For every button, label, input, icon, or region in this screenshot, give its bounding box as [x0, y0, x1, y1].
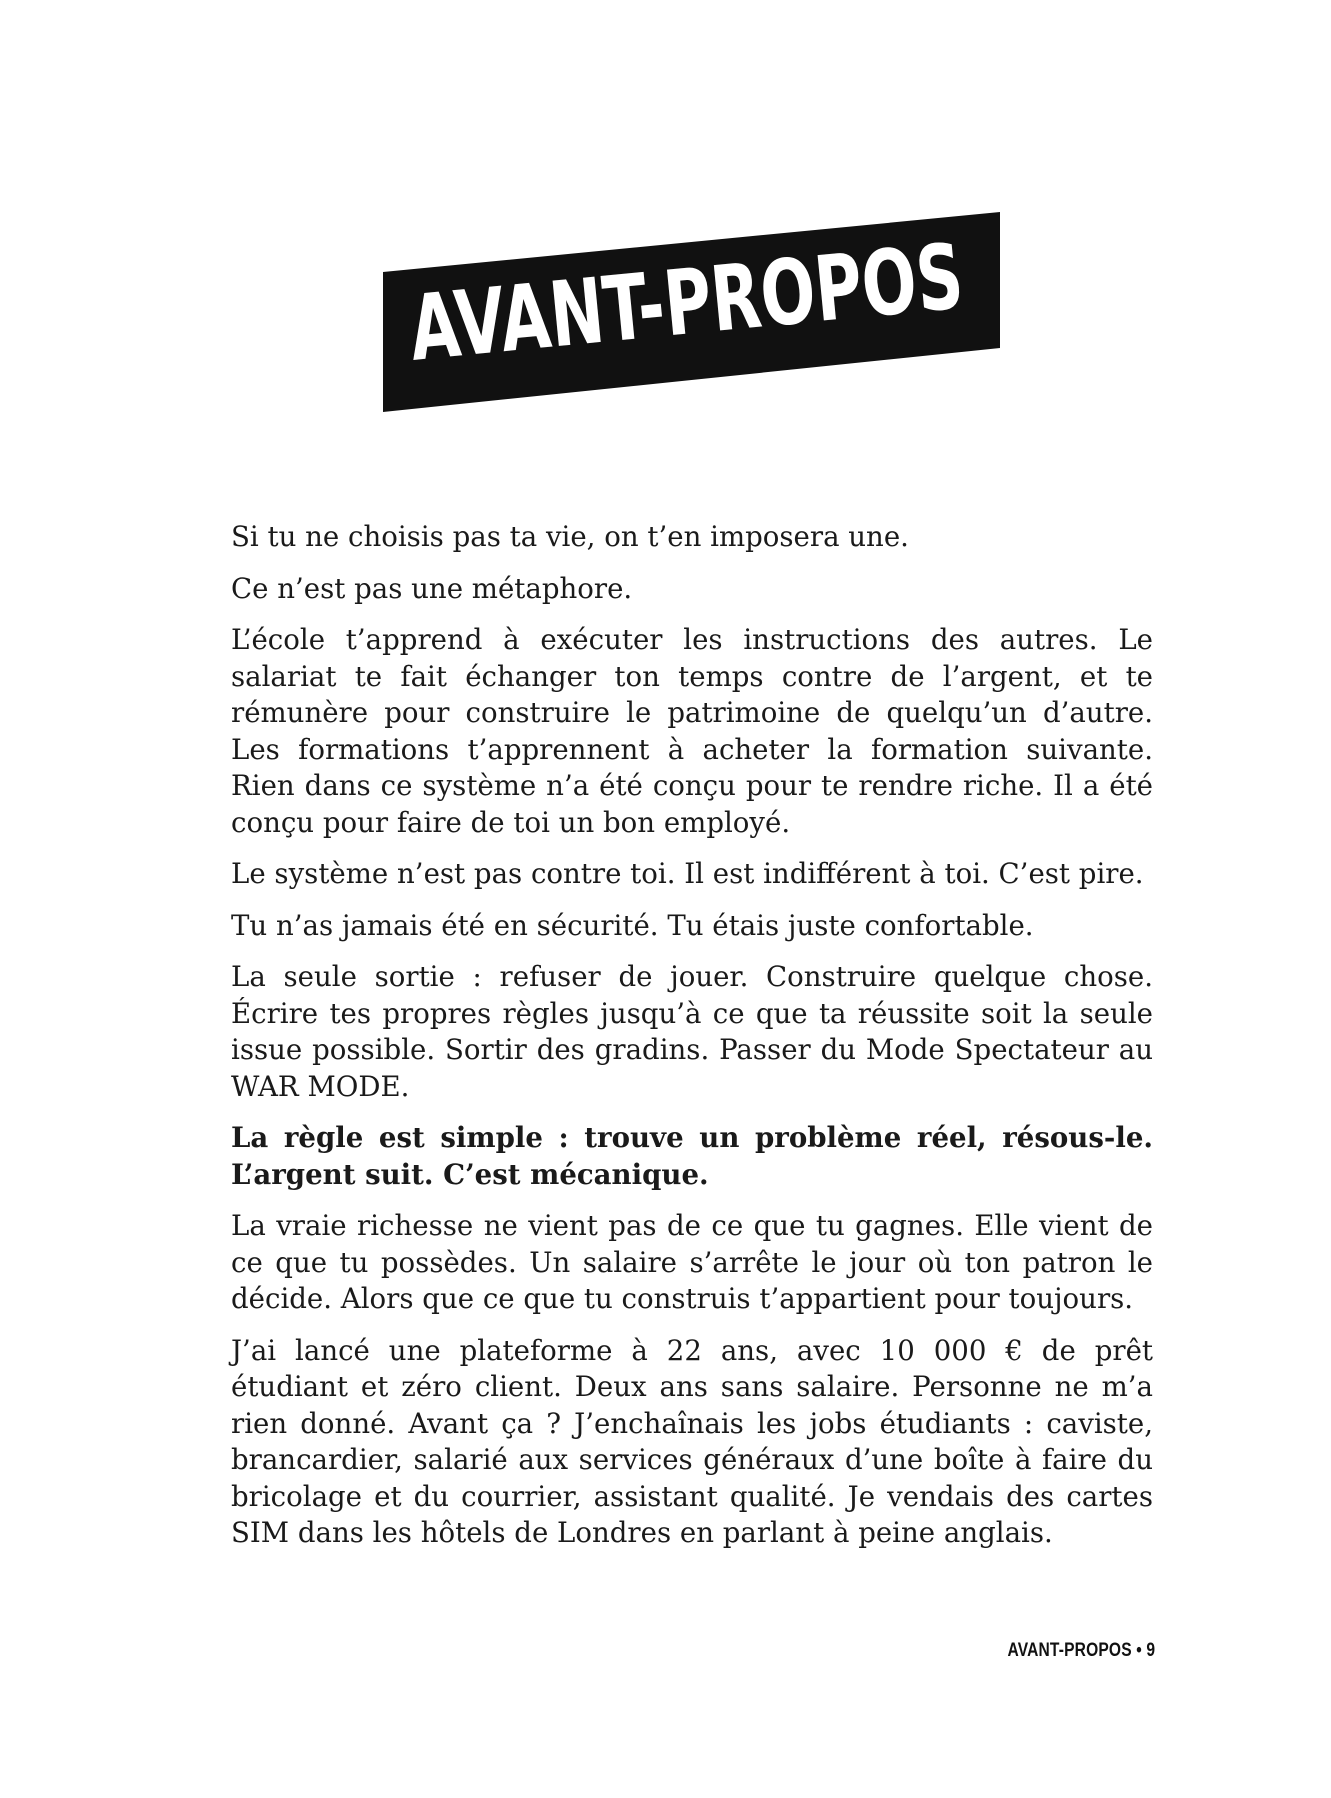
paragraph: Le système n’est pas contre toi. Il est indifférent à toi. C’est pire. — [231, 857, 1144, 890]
paragraph: J’ai lancé une plateforme à 22 ans, avec 10 000 € de prêt étudiant et zéro client. Deux ans sans salaire. Personne ne m’a rien donné. Avant ça ? J’enchaînais les jobs étudiants : caviste, brancardier, salarié aux services généraux d’une boîte à faire du bricolage et du courrier, assistant qualité. Je vendais des cartes SIM dans les hôtels de Londres en parlant à peine anglais. — [231, 1333, 1153, 1549]
running-footer — [1007, 1640, 1155, 1662]
chapter-title-banner — [383, 202, 1189, 412]
paragraph: Ce n’est pas une métaphore. — [231, 571, 633, 605]
footer-section-title: AVANT-PROPOS — [1007, 1640, 1132, 1661]
page-number: 9 — [1146, 1640, 1155, 1661]
footer-separator: • — [1136, 1640, 1142, 1661]
paragraph: La vraie richesse ne vient pas de ce que tu gagnes. Elle vient de ce que tu possèdes. Un salaire s’arrête le jour où ton patron le décide. Alors que ce que tu construis t’appartient pour toujours. — [231, 1209, 1153, 1315]
title-banner-graphic — [383, 202, 1189, 412]
body-text — [231, 519, 1153, 1567]
paragraph: La seule sortie : refuser de jouer. Construire quelque chose. Écrire tes propres règles jusqu’à ce que ta réussite soit la seule issue possible. Sortir des gradins. Passer du Mode Spectateur au WAR MODE. — [231, 960, 1153, 1103]
paragraph: L’école t’apprend à exécuter les instructions des autres. Le salariat te fait échanger ton temps contre de l’argent, et te rémunère pour construire le patrimoine de quelqu’un d’autre. Les formations t’apprennent à acheter la formation suivante. Rien dans ce système n’a été conçu pour te rendre riche. Il a été conçu pour faire de toi un bon employé. — [231, 623, 1153, 839]
paragraph: Tu n’as jamais été en sécurité. Tu étais juste confortable. — [231, 908, 1034, 942]
paragraph: La règle est simple : trouve un problème réel, résous-le. L’argent suit. C’est mécanique. — [231, 1121, 1153, 1191]
chapter-title: AVANT-PROPOS — [405, 202, 1189, 382]
paragraph: Si tu ne choisis pas ta vie, on t’en imposera une. — [231, 520, 909, 553]
